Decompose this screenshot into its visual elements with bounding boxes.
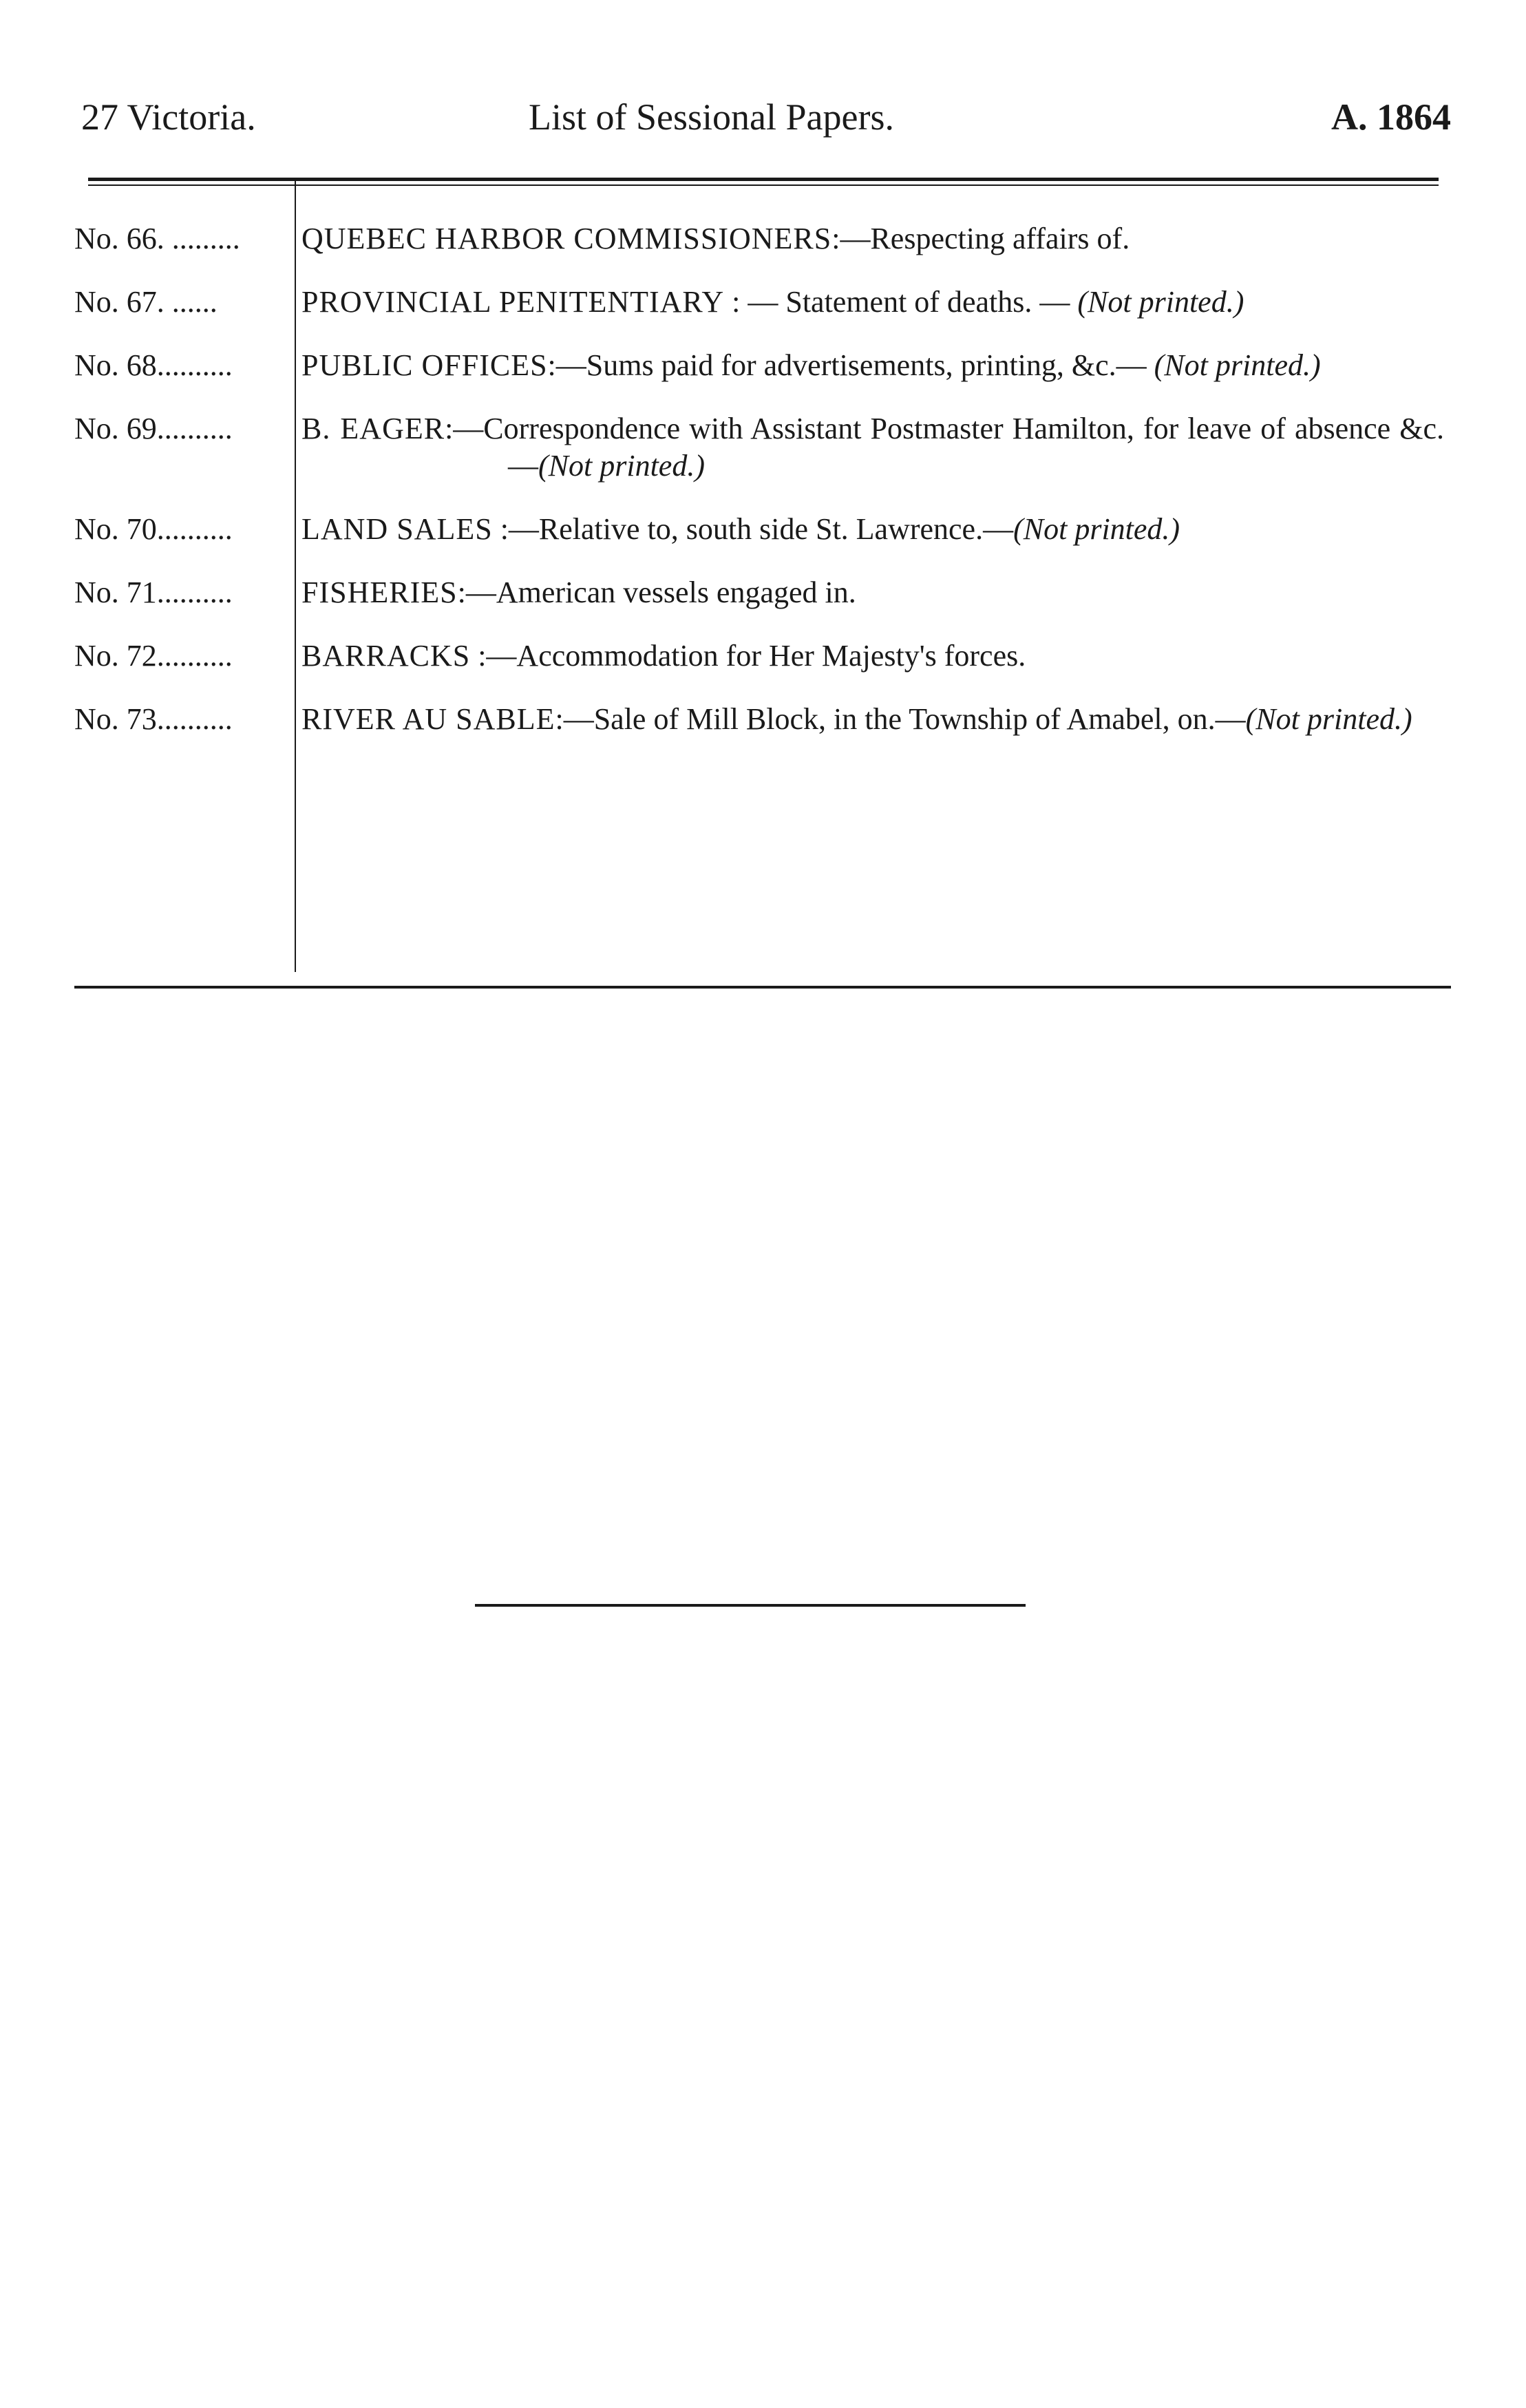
entries-list [74, 220, 1444, 764]
bottom-rule [74, 986, 1451, 989]
entry-title: QUEBEC HARBOR COMMISSIONERS [301, 222, 832, 255]
entry-body [301, 410, 1444, 485]
entry-text: :—Respecting affairs of. [831, 222, 1130, 255]
entry-title: B. EAGER [301, 412, 445, 445]
entry-number: No. 72.......... [74, 639, 233, 673]
entry-body [301, 284, 1444, 321]
entry-title: PUBLIC OFFICES [301, 348, 548, 382]
entry-note: (Not printed.) [1013, 512, 1180, 546]
list-item [74, 511, 1444, 548]
entry-title: BARRACKS [301, 639, 471, 673]
entry-text: :—American vessels engaged in. [457, 575, 856, 609]
entry-body [301, 220, 1444, 257]
entry-text: : — Statement of deaths. — [724, 285, 1078, 319]
entry-body [301, 511, 1444, 548]
list-item [74, 284, 1444, 321]
entry-note: (Not printed.) [1154, 348, 1321, 382]
page-header [81, 89, 1451, 145]
entry-number: No. 69.......... [74, 412, 233, 445]
entry-body [301, 637, 1444, 675]
list-item [74, 347, 1444, 384]
entry-text: :—Sale of Mill Block, in the Township of Amabel, on.— [555, 702, 1246, 736]
entry-number: No. 68.......... [74, 348, 233, 382]
entry-number: No. 67. ...... [74, 285, 218, 319]
entry-body [301, 701, 1444, 738]
top-rule [88, 178, 1439, 181]
list-item [74, 574, 1444, 611]
entry-number: No. 70.......... [74, 512, 233, 546]
entry-note: (Not printed.) [1077, 285, 1244, 319]
entry-body [301, 574, 1444, 611]
entry-title: LAND SALES [301, 512, 493, 546]
entry-text: :—Relative to, south side St. Lawrence.— [492, 512, 1014, 546]
entry-note: (Not printed.) [538, 449, 705, 483]
top-rule-thin [88, 184, 1439, 186]
list-item [74, 637, 1444, 675]
entry-number: No. 73.......... [74, 702, 233, 736]
section-divider-rule [475, 1604, 1026, 1607]
header-title: List of Sessional Papers. [529, 96, 894, 138]
list-item [74, 701, 1444, 738]
entry-title: FISHERIES [301, 575, 458, 609]
header-year: A. 1864 [1331, 96, 1451, 138]
entry-text: :—Correspondence with Assistant Postmaster Hamilton, for leave of absence &c.— [445, 412, 1444, 483]
entry-note: (Not printed.) [1245, 702, 1412, 736]
list-item [74, 410, 1444, 485]
entry-title: RIVER AU SABLE [301, 702, 555, 736]
entry-title: PROVINCIAL PENITENTIARY [301, 285, 725, 319]
list-item [74, 220, 1444, 257]
entry-text: :—Sums paid for advertisements, printing, &c.— [547, 348, 1154, 382]
entry-text: :—Accommodation for Her Majesty's forces. [470, 639, 1026, 673]
entry-number: No. 71.......... [74, 575, 233, 609]
entry-body [301, 347, 1444, 384]
entry-number: No. 66. ......... [74, 222, 240, 255]
header-session: 27 Victoria. [81, 96, 256, 138]
